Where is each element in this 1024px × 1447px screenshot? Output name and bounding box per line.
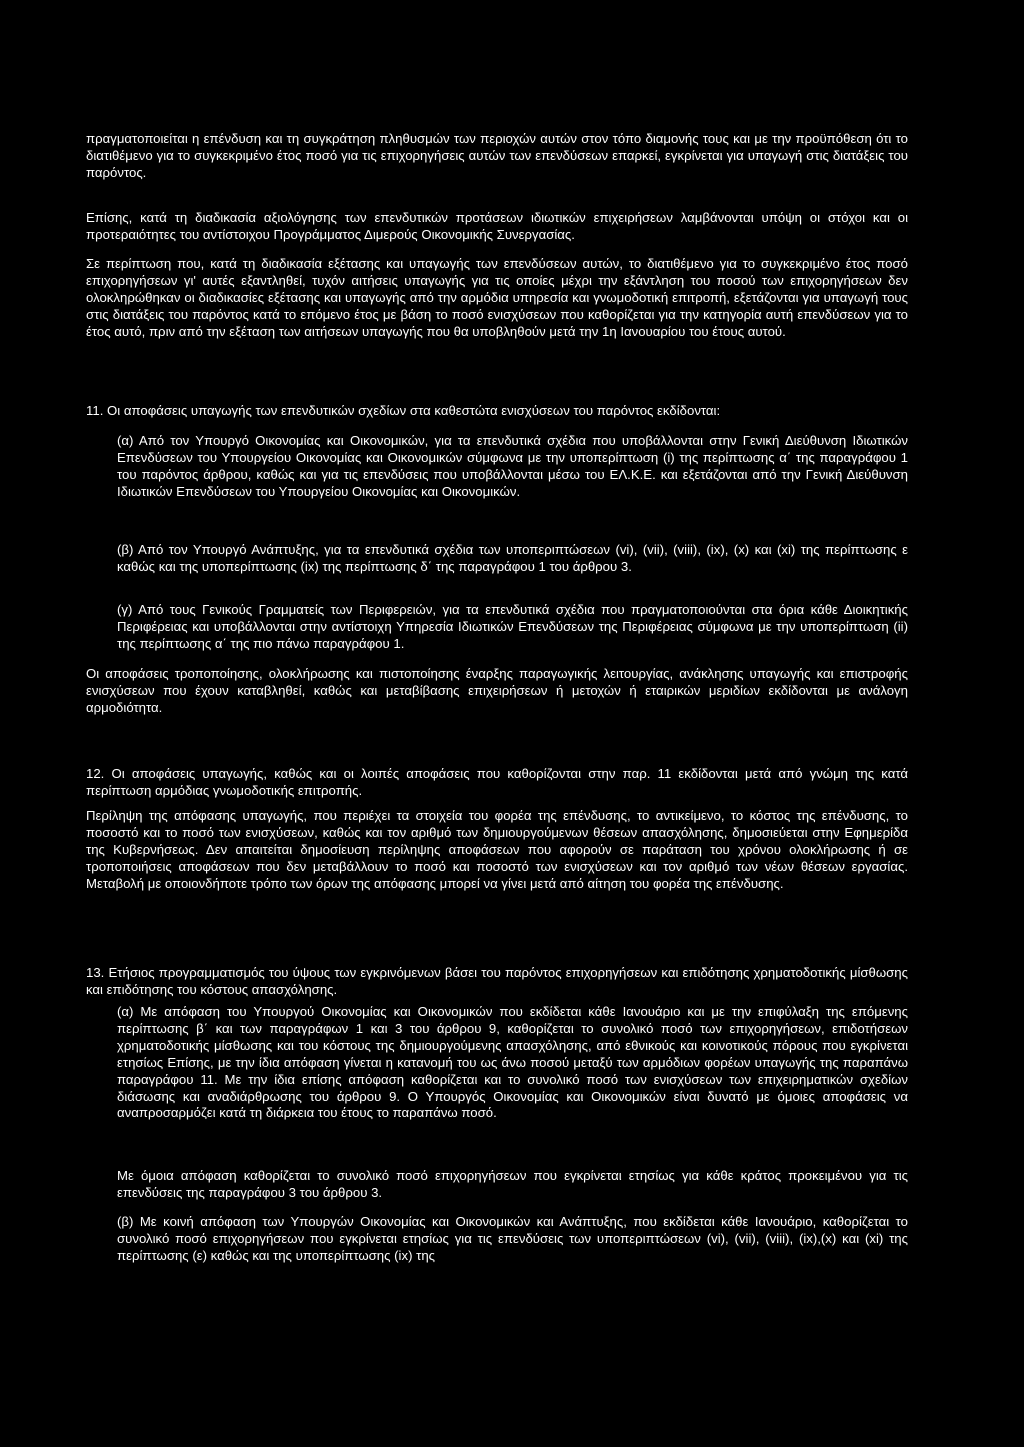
section-11-item-c: (γ) Από τους Γενικούς Γραμματείς των Περιφερειών, για τα επενδυτικά σχέδια που πραγματοποιούνται στα όρια κάθε Διοικητικής Περιφέρειας και υποβάλλονται στην αντίστοιχη Υπηρεσία Ιδιωτικών Επενδύσεων της Περιφέρειας σύμφωνα με την υποπερίπτωση (ii) της περίπτωσης α΄ της πιο πάνω παραγράφου 1. <box>117 602 908 651</box>
section-12-heading: 12. Οι αποφάσεις υπαγωγής, καθώς και οι λοιπές αποφάσεις που καθορίζονται στην παρ. 11 εκδίδονται μετά από γνώμη της κατά περίπτωση αρμόδιας γνωμοδοτικής επιτροπής. <box>86 766 908 798</box>
intro-paragraph-3: Σε περίπτωση που, κατά τη διαδικασία εξέτασης και υπαγωγής των επενδύσεων αυτών, το διατιθέμενο για το συγκεκριμένο έτος ποσό επιχορηγήσεων γι' αυτές εξαντληθεί, τυχόν αιτήσεις υπαγωγής για τις οποίες μέχρι την εξάντληση του ποσού των επιχορηγήσεων δεν ολοκληρώθηκαν οι διαδικασίες εξέτασης και υπαγωγής από την αρμόδια υπηρεσία και γνωμοδοτική επιτροπή, εξετάζονται για υπαγωγή τους στις διατάξεις του παρόντος κατά το επόμενο έτος με βάση το ποσό ενισχύσεων που καθορίζεται για την κατηγορία αυτή επενδύσεων για το έτος αυτό, πριν από την εξέταση των αιτήσεων υπαγωγής που θα υποβληθούν μετά την 1η Ιανουαρίου του έτους αυτού. <box>86 256 908 339</box>
section-13-heading: 13. Ετήσιος προγραμματισμός του ύψους των εγκρινόμενων βάσει του παρόντος επιχορηγήσεων και επιδότησης χρηματοδοτικής μίσθωσης και επιδότησης του κόστους απασχόλησης. <box>86 965 908 997</box>
section-13-item-a: (α) Με απόφαση του Υπουργού Οικονομίας και Οικονομικών που εκδίδεται κάθε Ιανουάριο και με την επιφύλαξη της επόμενης περίπτωσης β΄ και των παραγράφων 1 και 3 του άρθρου 9, καθορίζεται το συνολικό ποσό των επιχορηγήσεων, επιδοτήσεων χρηματοδοτικής μίσθωσης και του κόστους της δημιουργούμενης απασχόλησης, από εθνικούς και κοινοτικούς πόρους που εγκρίνεται ετησίως Επίσης, με την ίδια απόφαση γίνεται η κατανομή του ως άνω ποσού μεταξύ των αρμόδιων φορέων υπαγωγής της παραπάνω παραγράφου 11. Με την ίδια επίσης απόφαση καθορίζεται και το συνολικό ποσό των ενισχύσεων των επιχειρηματικών σχεδίων διάσωσης και αναδιάρθρωσης του άρθρου 9. Ο Υπουργός Οικονομίας και Οικονομικών είναι δυνατό με όμοιες αποφάσεις να αναπροσαρμόζει κατά τη διάρκεια του έτους το παραπάνω ποσό. <box>117 1004 908 1121</box>
intro-paragraph-2: Επίσης, κατά τη διαδικασία αξιολόγησης των επενδυτικών προτάσεων ιδιωτικών επιχειρήσεων λαμβάνονται υπόψη οι στόχοι και οι προτεραιότητες του αντίστοιχου Προγράμματος Διμερούς Οικονομικής Συνεργασίας. <box>86 210 908 242</box>
section-13-item-b: (β) Με κοινή απόφαση των Υπουργών Οικονομίας και Οικονομικών και Ανάπτυξης, που εκδίδεται κάθε Ιανουάριο, καθορίζεται το συνολικό ποσό επιχορηγήσεων που εγκρίνεται ετησίως για τις επενδύσεις των υποπεριπτώσεων (vi), (vii), (viii), (ix),(x) και (xi) της περίπτωσης (ε) καθώς και της υποπερίπτωσης (ix) της <box>117 1214 908 1263</box>
intro-paragraph-1: πραγματοποιείται η επένδυση και τη συγκράτηση πληθυσμών των περιοχών αυτών στον τόπο διαμονής τους και με την προϋπόθεση ότι το διατιθέμενο για το συγκεκριμένο έτος ποσό για τις επιχορηγήσεις αυτών των επενδύσεων επαρκεί, εγκρίνεται για υπαγωγή στις διατάξεις του παρόντος. <box>86 131 908 180</box>
section-11-closing: Οι αποφάσεις τροποποίησης, ολοκλήρωσης και πιστοποίησης έναρξης παραγωγικής λειτουργίας, ανάκλησης υπαγωγής και επιστροφής ενισχύσεων που έχουν καταβληθεί, καθώς και μεταβίβασης επιχειρήσεων ή μετοχών ή εταιρικών μεριδίων εκδίδονται με ανάλογη αρμοδιότητα. <box>86 666 908 715</box>
section-12-body: Περίληψη της απόφασης υπαγωγής, που περιέχει τα στοιχεία του φορέα της επένδυσης, το αντικείμενο, το κόστος της επένδυσης, το ποσοστό και το ποσό των ενισχύσεων, καθώς και τον αριθμό των δημιουργούμενων θέσεων απασχόλησης, δημοσιεύεται στην Εφημερίδα της Κυβερνήσεως. Δεν απαιτείται δημοσίευση περίληψης αποφάσεων που αφορούν σε παράταση του χρόνου ολοκλήρωσης ή σε τροποποιήσεις αποφάσεων που δεν μεταβάλλουν το ποσό και ποσοστό των ενισχύσεων και τον αριθμό των νέων θέσεων εργασίας. Μεταβολή με οποιονδήποτε τρόπο των όρων της απόφασης μπορεί να γίνει μετά από αίτηση του φορέα της επένδυσης. <box>86 808 908 891</box>
section-11-item-a: (α) Από τον Υπουργό Οικονομίας και Οικονομικών, για τα επενδυτικά σχέδια που υποβάλλονται στην Γενική Διεύθυνση Ιδιωτικών Επενδύσεων του Υπουργείου Οικονομίας και Οικονομικών σύμφωνα με την υποπερίπτωση (i) της περίπτωσης α΄ της παραγράφου 1 του παρόντος άρθρου, καθώς και για τις επενδύσεις που υποβάλλονται μέσω του ΕΛ.Κ.Ε. και εξετάζονται από την Γενική Διεύθυνση Ιδιωτικών Επενδύσεων του Υπουργείου Οικονομίας και Οικονομικών. <box>117 433 908 499</box>
section-11-heading: 11. Οι αποφάσεις υπαγωγής των επενδυτικών σχεδίων στα καθεστώτα ενισχύσεων του παρόντος εκδίδονται: <box>86 403 721 418</box>
section-11-item-b: (β) Από τον Υπουργό Ανάπτυξης, για τα επενδυτικά σχέδια των υποπεριπτώσεων (vi), (vii), (viii), (ix), (x) και (xi) της περίπτωσης ε καθώς και της υποπερίπτωσης (ix) της περίπτωσης δ΄ της παραγράφου 1 του άρθρου 3. <box>117 542 908 574</box>
section-13-item-a-note: Με όμοια απόφαση καθορίζεται το συνολικό ποσό επιχορηγήσεων που εγκρίνεται ετησίως για κάθε κράτος προκειμένου για τις επενδύσεις της παραγράφου 3 του άρθρου 3. <box>117 1168 908 1200</box>
